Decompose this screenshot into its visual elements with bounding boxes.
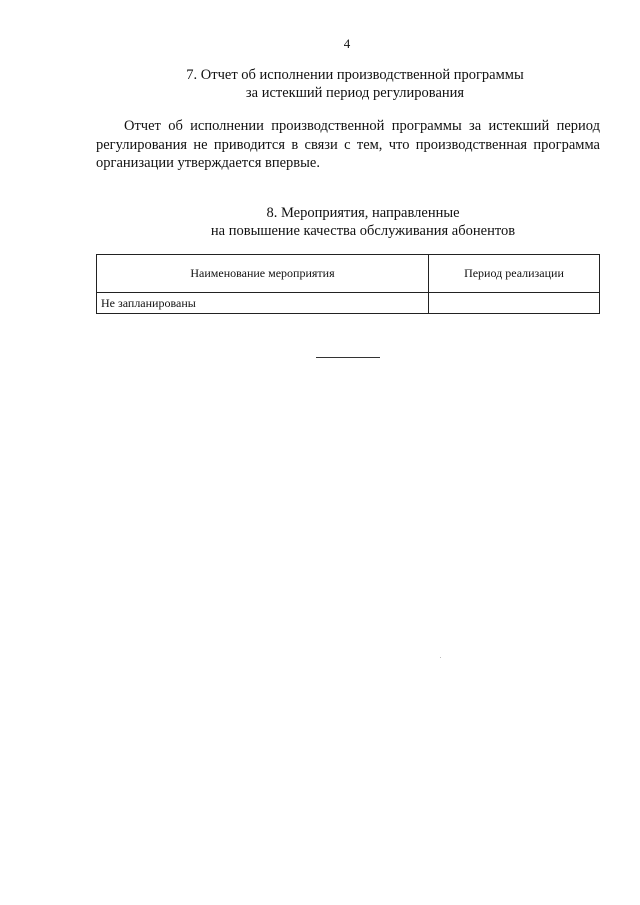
cell-implementation-period (428, 293, 599, 314)
section-8-title-line-2: на повышение качества обслуживания абонентов (210, 223, 516, 239)
closing-separator-line (316, 357, 380, 358)
page-number: 4 (343, 36, 351, 51)
header-implementation-period: Период реализации (428, 255, 599, 293)
section-8-title-line-1: 8. Мероприятия, направленные (266, 205, 460, 221)
section-8-title (0, 204, 640, 240)
cell-event-name: Не запланированы (97, 293, 429, 314)
scan-speck (440, 657, 441, 658)
table-header-row (97, 255, 600, 293)
section-7-title (0, 66, 640, 102)
events-table (96, 254, 600, 314)
section-7-paragraph: Отчет об исполнении производственной программы за истекший период регулирования не приводится в связи с тем, что производственная программа организации утверждается впервые. (96, 118, 600, 171)
section-7-title-line-1: 7. Отчет об исполнении производственной программы (186, 67, 524, 83)
header-event-name: Наименование мероприятия (97, 255, 429, 293)
table-row (97, 293, 600, 314)
section-7-title-line-2: за истекший период регулирования (245, 85, 465, 101)
